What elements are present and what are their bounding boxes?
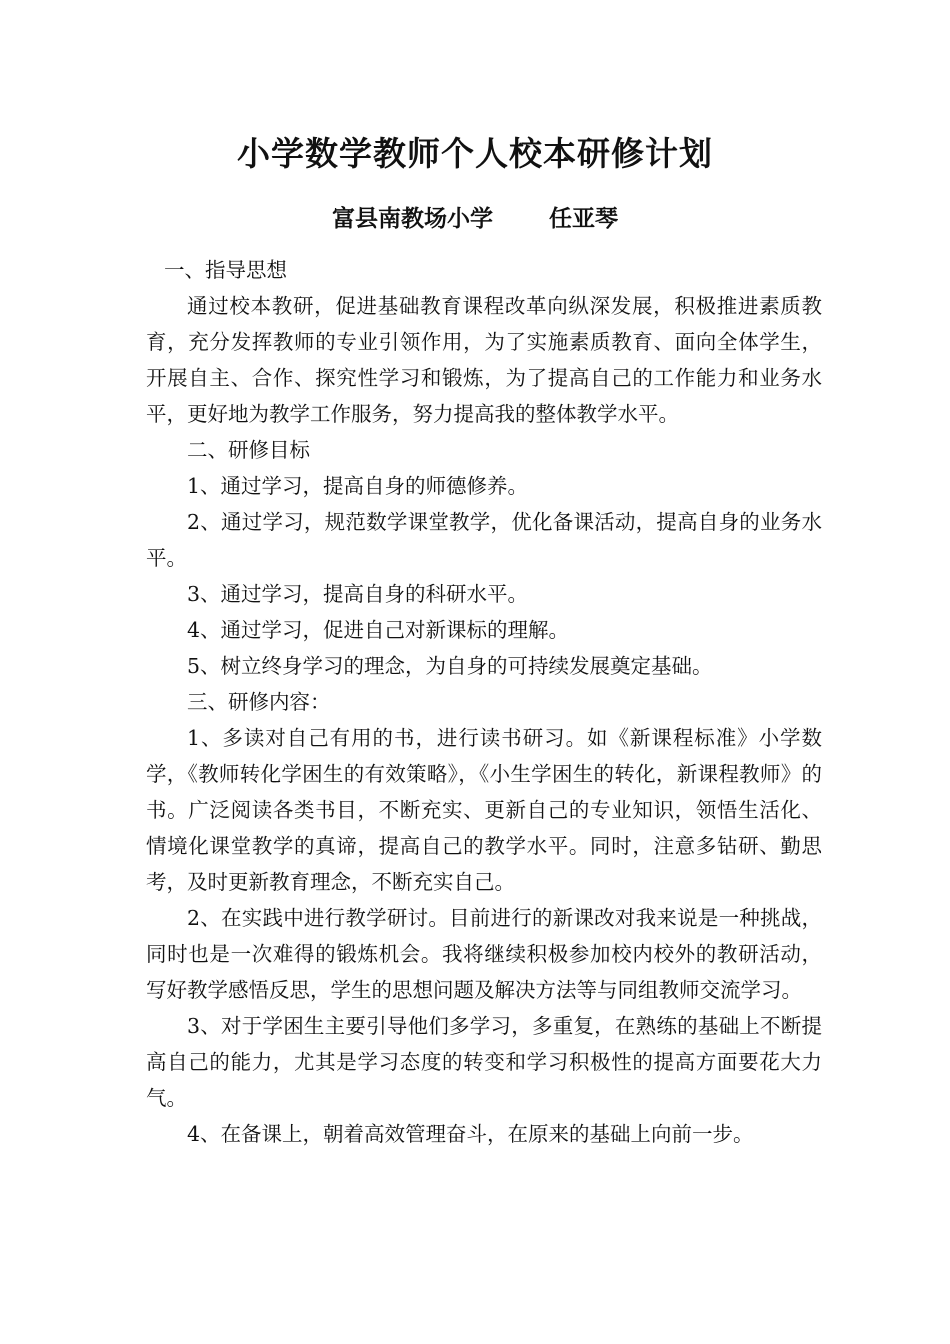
goal-item-5: 5、树立终身学习的理念，为自身的可持续发展奠定基础。: [187, 654, 713, 678]
document-body: [146, 252, 822, 1152]
section-heading-2: 二、研修目标: [187, 438, 310, 462]
goal-item-1: 1、通过学习，提高自身的师德修养。: [187, 474, 529, 498]
content-item-4: 4、在备课上，朝着高效管理奋斗，在原来的基础上向前一步。: [187, 1122, 754, 1146]
document-title: 小学数学教师个人校本研修计划: [237, 134, 713, 173]
content-item-2: 2、在实践中进行教学研讨。目前进行的新课改对我来说是一种挑战，同时也是一次难得的锻炼机会。我将继续积极参加校内校外的教研活动，写好教学感悟反思，学生的思想问题及解决方法等与同组教师交流学习。: [146, 906, 822, 1002]
section-heading-3: 三、研修内容：: [187, 690, 331, 714]
goal-item-2: 2、通过学习，规范数学课堂教学，优化备课活动，提高自身的业务水平。: [146, 510, 822, 570]
content-item-3: 3、对于学困生主要引导他们多学习，多重复，在熟练的基础上不断提高自己的能力，尤其是学习态度的转变和学习积极性的提高方面要花大力气。: [146, 1014, 822, 1110]
content-item-1: 1、多读对自己有用的书，进行读书研习。如《新课程标准》小学数学，《教师转化学困生的有效策略》，《小生学困生的转化，新课程教师》的书。广泛阅读各类书目，不断充实、更新自己的专业知识，领悟生活化、情境化课堂教学的真谛，提高自己的教学水平。同时，注意多钻研、勤思考，及时更新教育理念，不断充实自己。: [146, 726, 822, 894]
goal-item-3: 3、通过学习，提高自身的科研水平。: [187, 582, 529, 606]
goal-item-4: 4、通过学习，促进自己对新课标的理解。: [187, 618, 570, 642]
paragraph-guiding-idea: 通过校本教研，促进基础教育课程改革向纵深发展，积极推进素质教育，充分发挥教师的专业引领作用，为了实施素质教育、面向全体学生，开展自主、合作、探究性学习和锻炼，为了提高自己的工作能力和业务水平，更好地为教学工作服务，努力提高我的整体教学水平。: [146, 294, 822, 426]
document-subtitle: 富县南教场小学 任亚琴: [331, 205, 619, 232]
section-heading-1: 一、指导思想: [164, 258, 287, 282]
